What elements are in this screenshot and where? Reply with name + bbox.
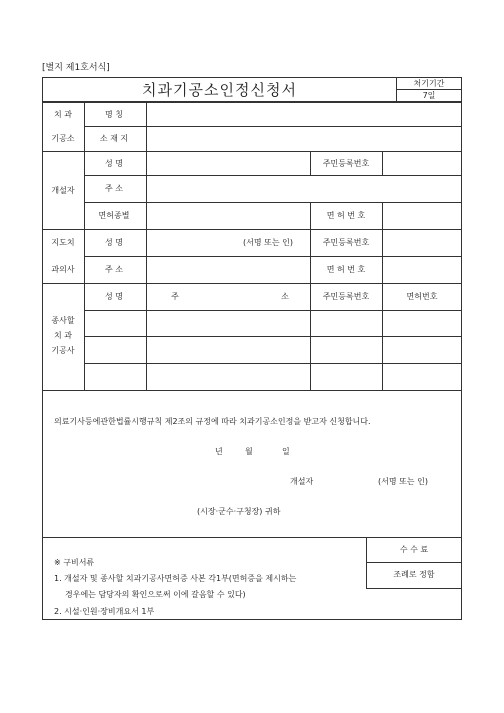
technician-category-label-1: 종사할 xyxy=(51,316,75,325)
applicant-sign-note: (서명 또는 인) xyxy=(378,477,428,486)
processing-period-value: 7일 xyxy=(422,91,436,100)
application-statement: 의료기사등에관한법률시행규칙 제2조의 규정에 따라 치과기공소인정을 받고자 신청합니다. xyxy=(54,417,371,426)
required-document-1-line2: 경우에는 담당자의 확인으로써 이에 갈음할 수 있다) xyxy=(65,590,246,599)
fee-value: 조례로 정함 xyxy=(393,570,435,579)
technician-address-header-part1: 주 xyxy=(171,292,179,301)
lab-address-label: 소 재 지 xyxy=(99,134,129,143)
lab-category-label-top: 치 과 xyxy=(54,110,72,119)
processing-period-label: 처기기간 xyxy=(397,78,461,90)
required-documents-header: ※ 구비서류 xyxy=(54,558,95,567)
founder-category-label: 개설자 xyxy=(51,186,75,195)
director-category-label-top: 지도치 xyxy=(51,238,75,247)
director-rrn-label: 주민등록번호 xyxy=(322,238,370,247)
director-sign-note: (서명 또는 인) xyxy=(243,238,293,247)
founder-rrn-label: 주민등록번호 xyxy=(322,159,370,168)
technician-category-label-3: 기공사 xyxy=(51,346,75,355)
fee-label: 수 수 료 xyxy=(399,545,429,554)
lab-name-label: 명 칭 xyxy=(105,110,123,119)
technician-name-header: 성 명 xyxy=(105,292,123,301)
technician-category-label-2: 치 과 xyxy=(54,331,72,340)
applicant-label: 개설자 xyxy=(290,477,314,486)
required-document-2: 2. 시설·인원·장비개요서 1부 xyxy=(54,607,155,616)
date-month-label: 월 xyxy=(245,447,253,456)
form-number-label: [별지 제1호서식] xyxy=(42,63,110,73)
director-address-label: 주 소 xyxy=(105,265,123,274)
form-title: 치과기공소인정신청서 xyxy=(43,78,397,101)
technician-rrn-header: 주민등록번호 xyxy=(322,292,370,301)
founder-name-label: 성 명 xyxy=(105,159,123,168)
required-document-1-line1: 1. 개설자 및 종사할 치과기공사면허증 사본 각1부(면허증을 제시하는 xyxy=(54,574,297,583)
founder-license-type-label: 면허종별 xyxy=(98,211,130,220)
founder-address-label: 주 소 xyxy=(105,184,123,193)
date-day-label: 일 xyxy=(282,447,290,456)
technician-address-header-part2: 소 xyxy=(281,292,289,301)
director-name-label: 성 명 xyxy=(105,238,123,247)
date-year-label: 년 xyxy=(215,447,223,456)
technician-license-header: 면허번호 xyxy=(406,292,438,301)
lab-category-label-bottom: 기공소 xyxy=(51,134,75,143)
founder-license-no-label: 면 허 번 호 xyxy=(326,211,366,220)
director-license-no-label: 면 허 번 호 xyxy=(326,265,366,274)
recipient-line: (시장·군수·구청장) 귀하 xyxy=(197,507,281,516)
director-category-label-bottom: 과의사 xyxy=(51,265,75,274)
